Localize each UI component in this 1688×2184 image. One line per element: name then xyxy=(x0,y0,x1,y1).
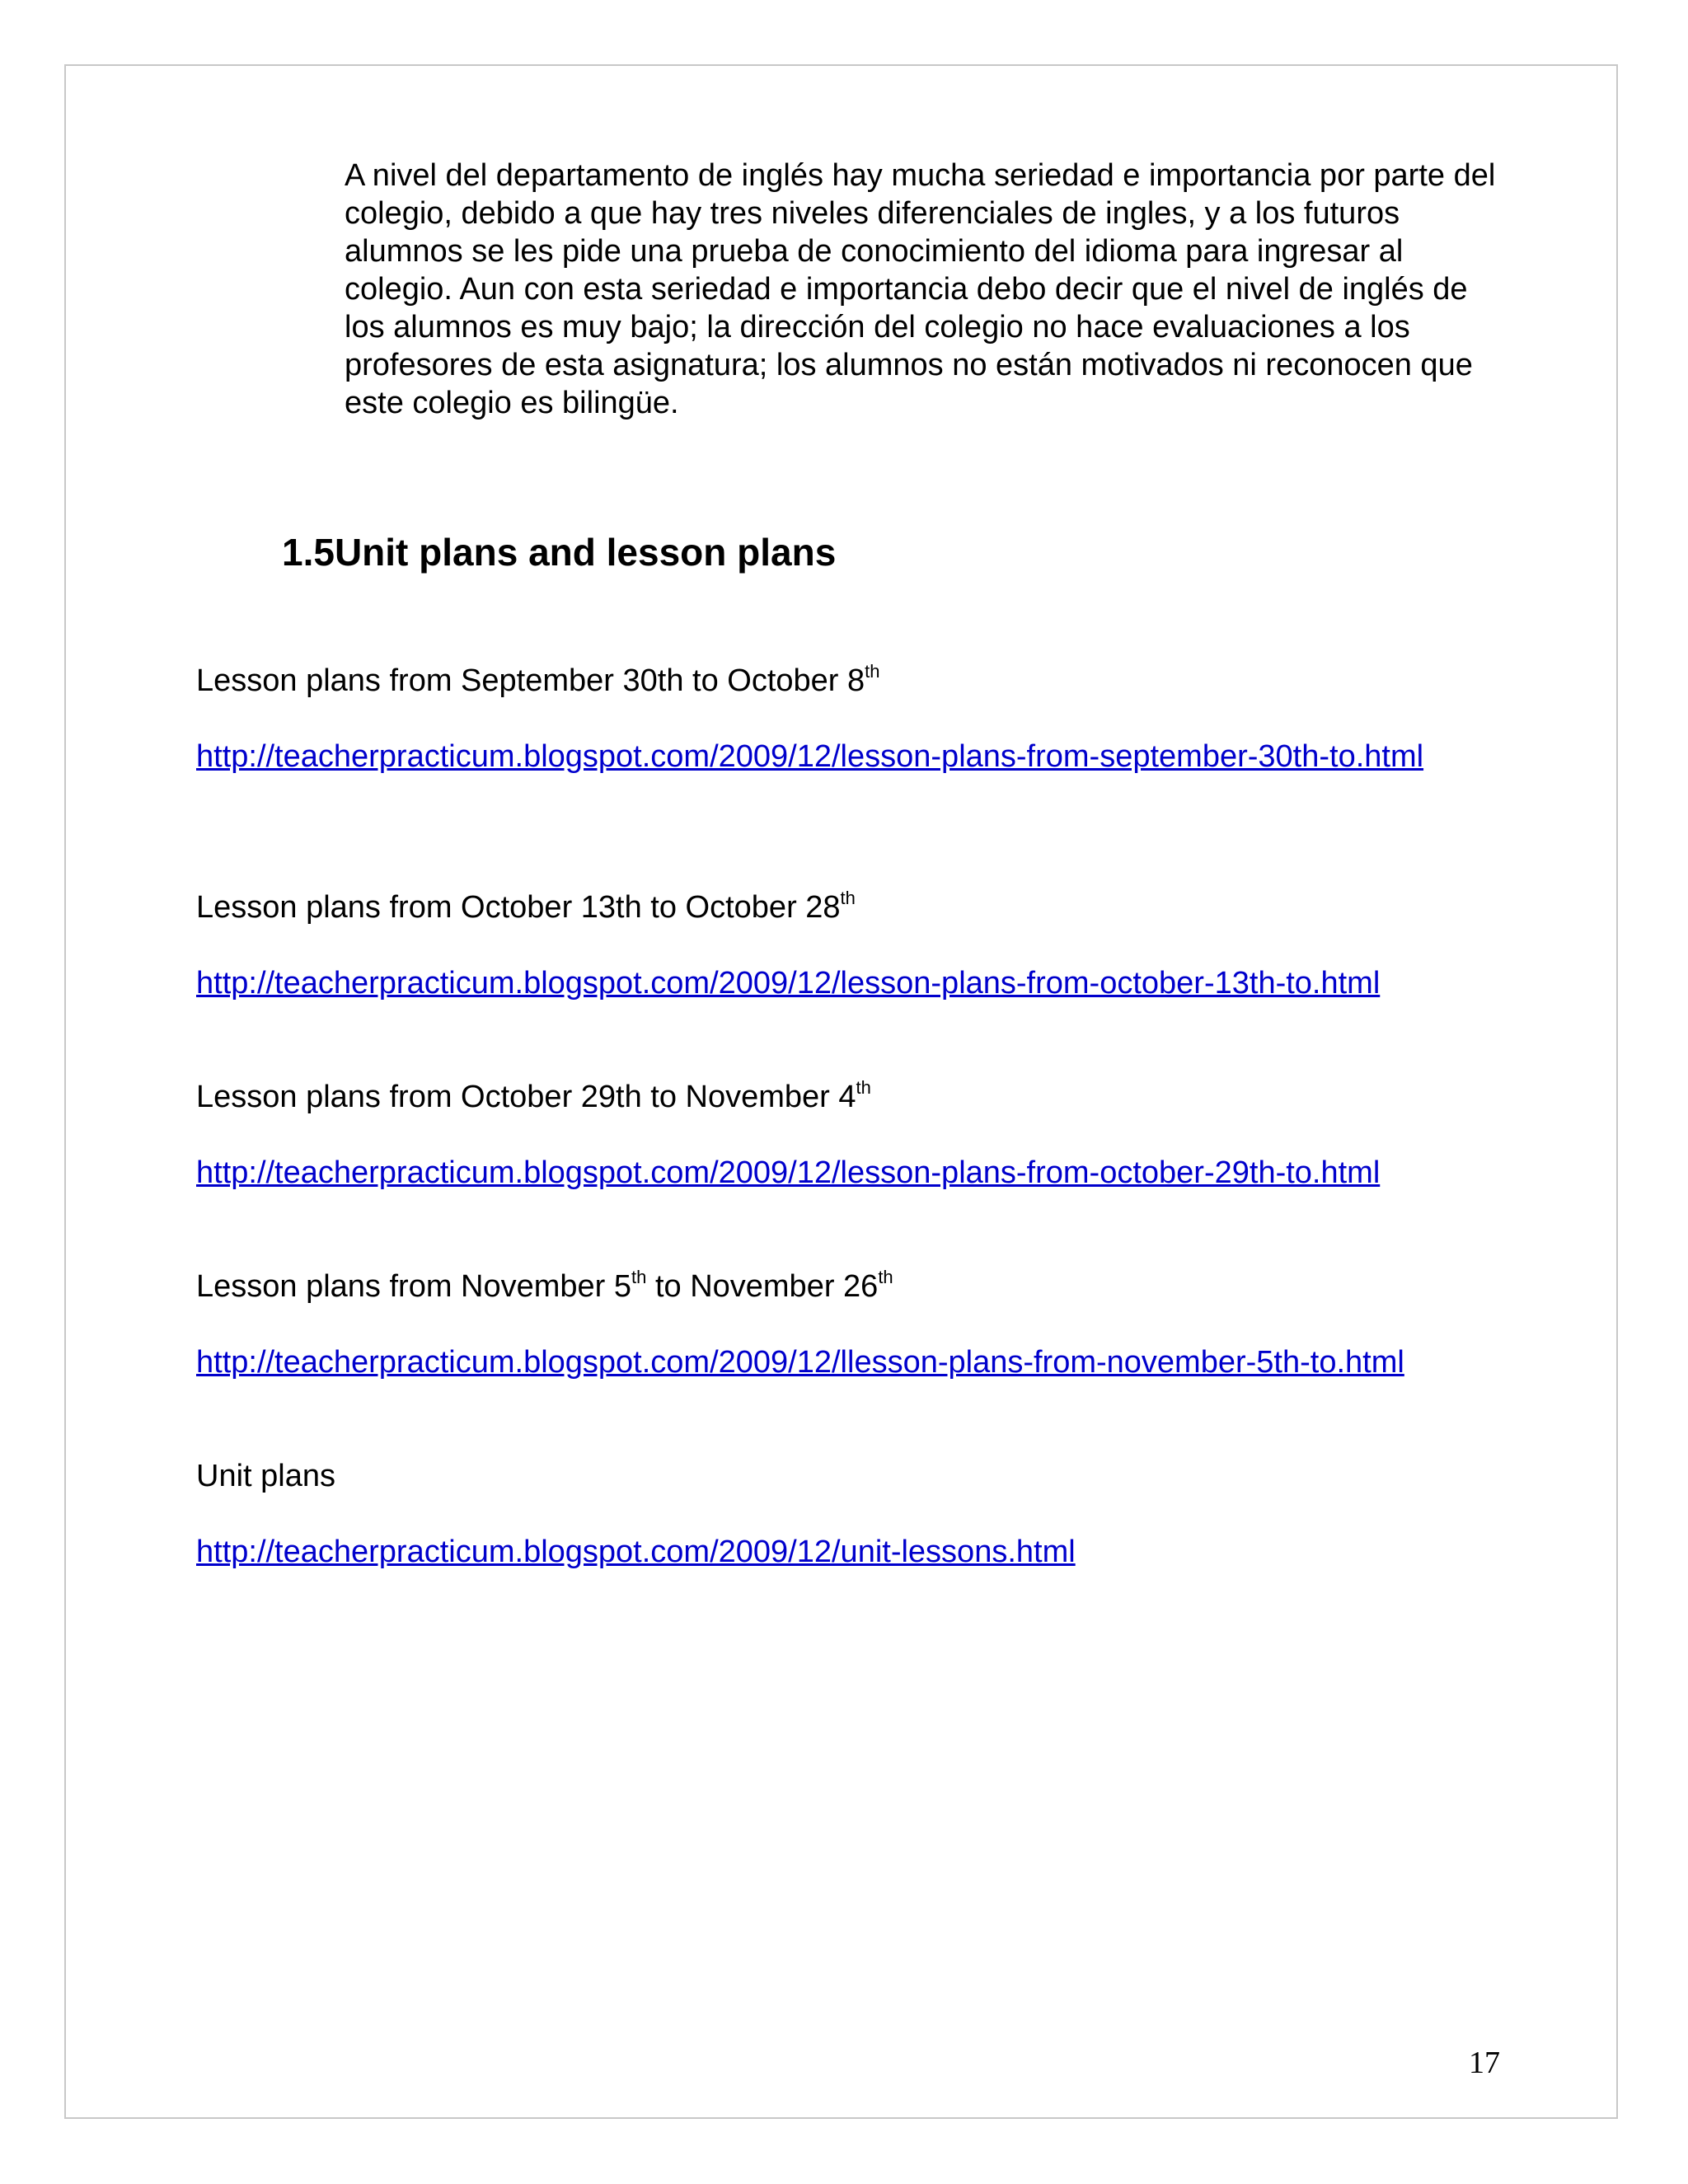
lesson-plan-link-3[interactable]: http://teacherpracticum.blogspot.com/2009/12/lesson-plans-from-october-29th-to.html xyxy=(196,1155,1381,1190)
unit-plans-link[interactable]: http://teacherpracticum.blogspot.com/2009/12/unit-lessons.html xyxy=(196,1535,1076,1569)
lesson-plan-label-1: Lesson plans from September 30th to October 8th xyxy=(196,661,880,698)
lesson-plan-label-2: Lesson plans from October 13th to October 28th xyxy=(196,888,856,925)
intro-paragraph: A nivel del departamento de inglés hay mucha seriedad e importancia por parte del colegio, debido a que hay tres niveles diferenciales de ingles, y a los futuros alumnos se les pide una prueba de conocimiento del idioma para ingresar al colegio. Aun con esta seriedad e importancia debo decir que el nivel de inglés de los alumnos es muy bajo; la dirección del colegio no hace evaluaciones a los profesores de esta asignatura; los alumnos no están motivados ni reconocen que este colegio es bilingüe. xyxy=(345,158,1496,420)
lesson-plan-link-2[interactable]: http://teacherpracticum.blogspot.com/2009/12/lesson-plans-from-october-13th-to.html xyxy=(196,966,1381,1001)
lesson-plan-link-4[interactable]: http://teacherpracticum.blogspot.com/2009/12/llesson-plans-from-november-5th-to.html xyxy=(196,1345,1404,1380)
lesson-plan-label-3: Lesson plans from October 29th to November 4th xyxy=(196,1077,871,1114)
lesson-plan-label-4: Lesson plans from November 5th to November 26th xyxy=(196,1267,893,1304)
section-heading xyxy=(282,529,836,575)
section-title: Unit plans and lesson plans xyxy=(334,531,837,574)
page-number: 17 xyxy=(1469,2046,1500,2080)
lesson-plan-link-1[interactable]: http://teacherpracticum.blogspot.com/2009/12/lesson-plans-from-september-30th-to.html xyxy=(196,739,1424,774)
section-number: 1.5 xyxy=(282,531,335,574)
unit-plans-label: Unit plans xyxy=(196,1459,335,1493)
